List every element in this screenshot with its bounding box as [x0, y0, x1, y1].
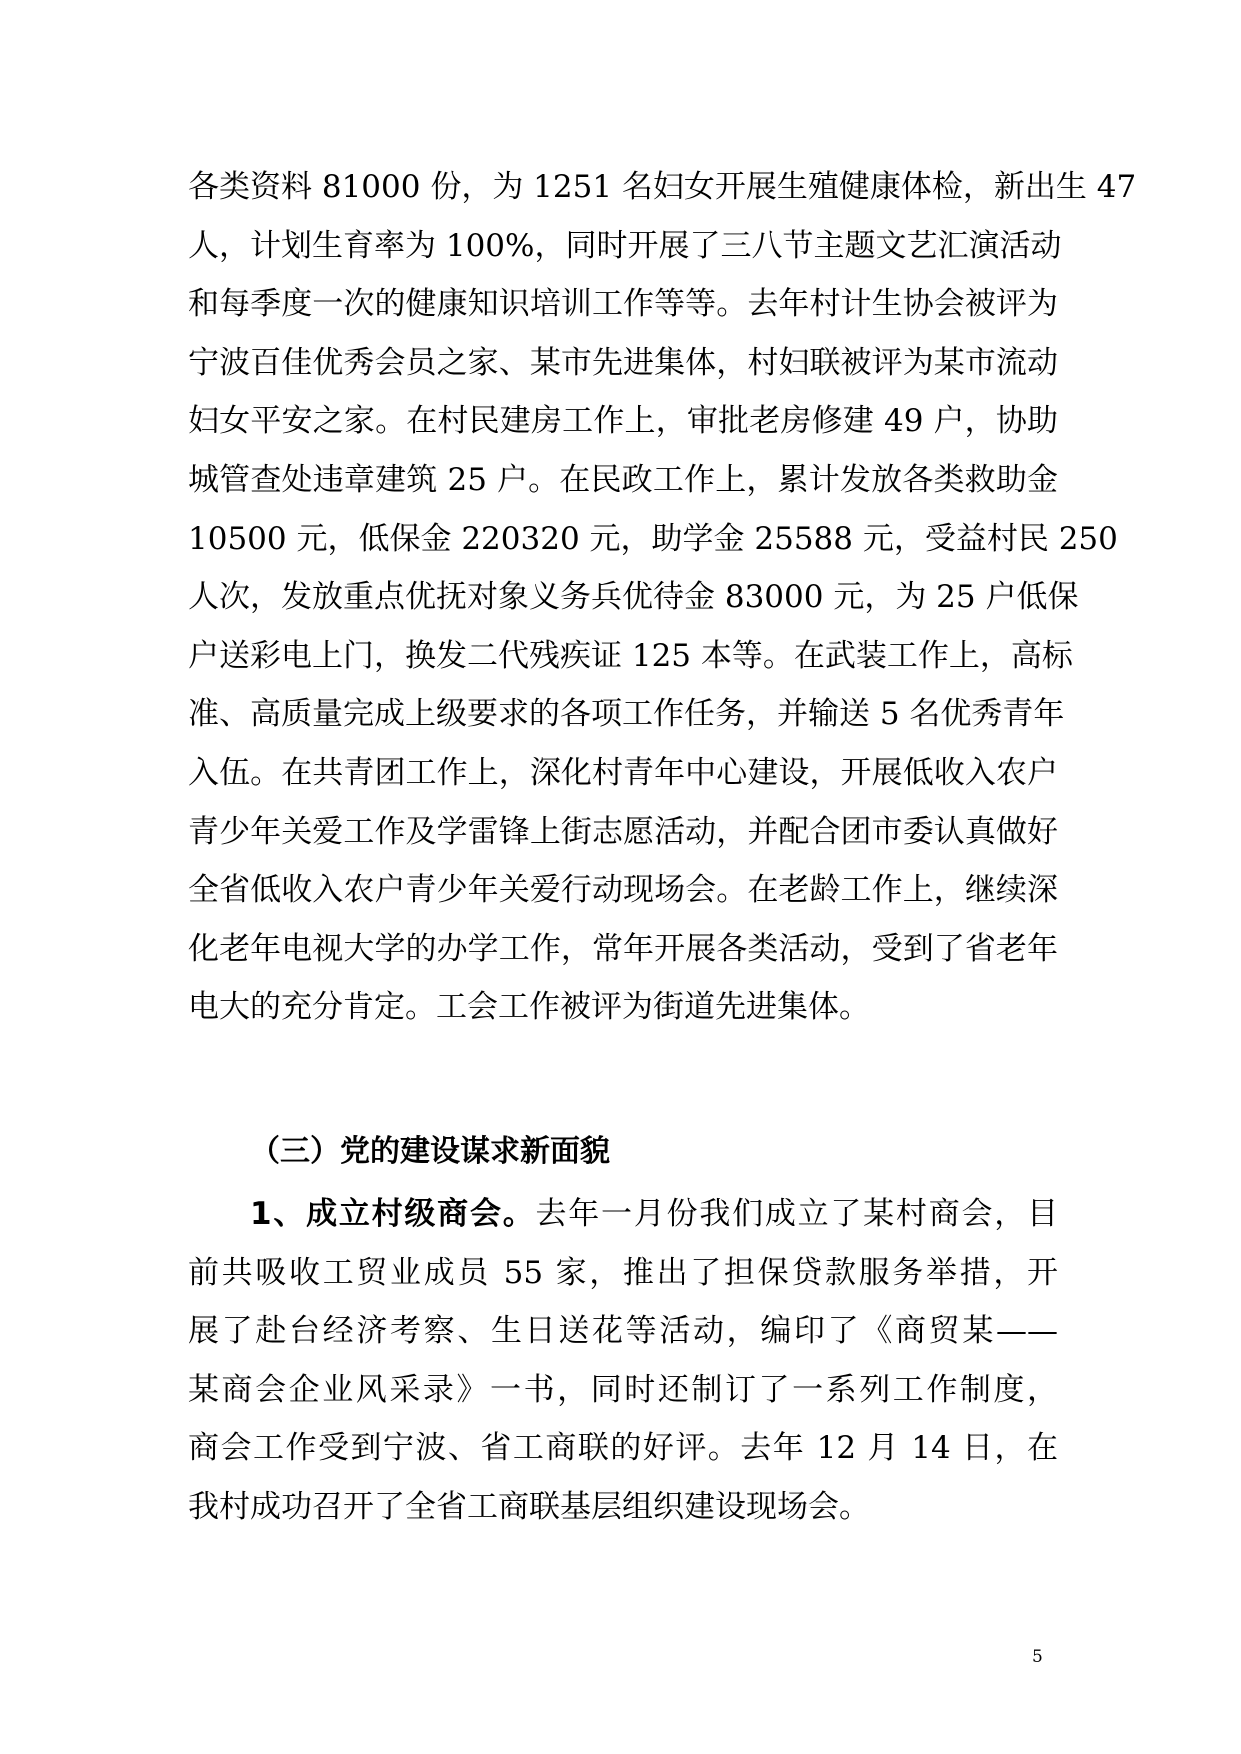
- paragraph-community-work: [188, 158, 1137, 1037]
- text-line: 全省低收入农户青少年关爱行动现场会。在老龄工作上，继续深: [188, 872, 1058, 909]
- text-line: 和每季度一次的健康知识培训工作等等。去年村计生协会被评为: [188, 286, 1058, 323]
- text-line: 人，计划生育率为 100%，同时开展了三八节主题文艺汇演活动: [188, 227, 1062, 264]
- text-line: 各类资料 81000 份，为 1251 名妇女开展生殖健康体检，新出生 47: [188, 169, 1137, 205]
- section-heading: （三）党的建设谋求新面貌: [250, 1134, 610, 1169]
- text-line: 商会工作受到宁波、省工商联的好评。去年 12 月 14 日，在: [188, 1430, 1058, 1467]
- text-line: 城管查处违章建筑 25 户。在民政工作上，累计发放各类救助金: [188, 461, 1058, 498]
- paragraph-chamber-of-commerce: [188, 1185, 1058, 1537]
- text-line: 前共吸收工贸业成员 55 家，推出了担保贷款服务举措，开: [188, 1254, 1058, 1291]
- text-line: 青少年关爱工作及学雷锋上街志愿活动，并配合团市委认真做好: [188, 813, 1058, 850]
- page-number: 5: [1032, 1647, 1043, 1667]
- text-line: 我村成功召开了全省工商联基层组织建设现场会。: [188, 1488, 870, 1525]
- text-line: 某商会企业风采录》一书，同时还制订了一系列工作制度，: [188, 1371, 1058, 1408]
- text-line: 准、高质量完成上级要求的各项工作任务，并输送 5 名优秀青年: [188, 696, 1065, 733]
- item-lead-title: 1、成立村级商会。: [250, 1196, 536, 1232]
- text-line-first: [188, 1185, 1058, 1244]
- text-line: 妇女平安之家。在村民建房工作上，审批老房修建 49 户，协助: [188, 403, 1058, 440]
- text-line: 户送彩电上门，换发二代残疾证 125 本等。在武装工作上，高标: [188, 637, 1073, 674]
- text-line: 入伍。在共青团工作上，深化村青年中心建设，开展低收入农户: [188, 754, 1058, 791]
- text-line: 化老年电视大学的办学工作，常年开展各类活动，受到了省老年: [188, 930, 1058, 967]
- text-run: 去年一月份我们成立了某村商会，目: [535, 1196, 1058, 1232]
- text-line: 展了赴台经济考察、生日送花等活动，编印了《商贸某——: [188, 1313, 1058, 1350]
- text-line: 宁波百佳优秀会员之家、某市先进集体，村妇联被评为某市流动: [188, 344, 1058, 381]
- text-line: 电大的充分肯定。工会工作被评为街道先进集体。: [188, 989, 870, 1026]
- text-line: 10500 元，低保金 220320 元，助学金 25588 元，受益村民 250: [188, 520, 1118, 557]
- text-line: 人次，发放重点优抚对象义务兵优待金 83000 元，为 25 户低保: [188, 579, 1079, 616]
